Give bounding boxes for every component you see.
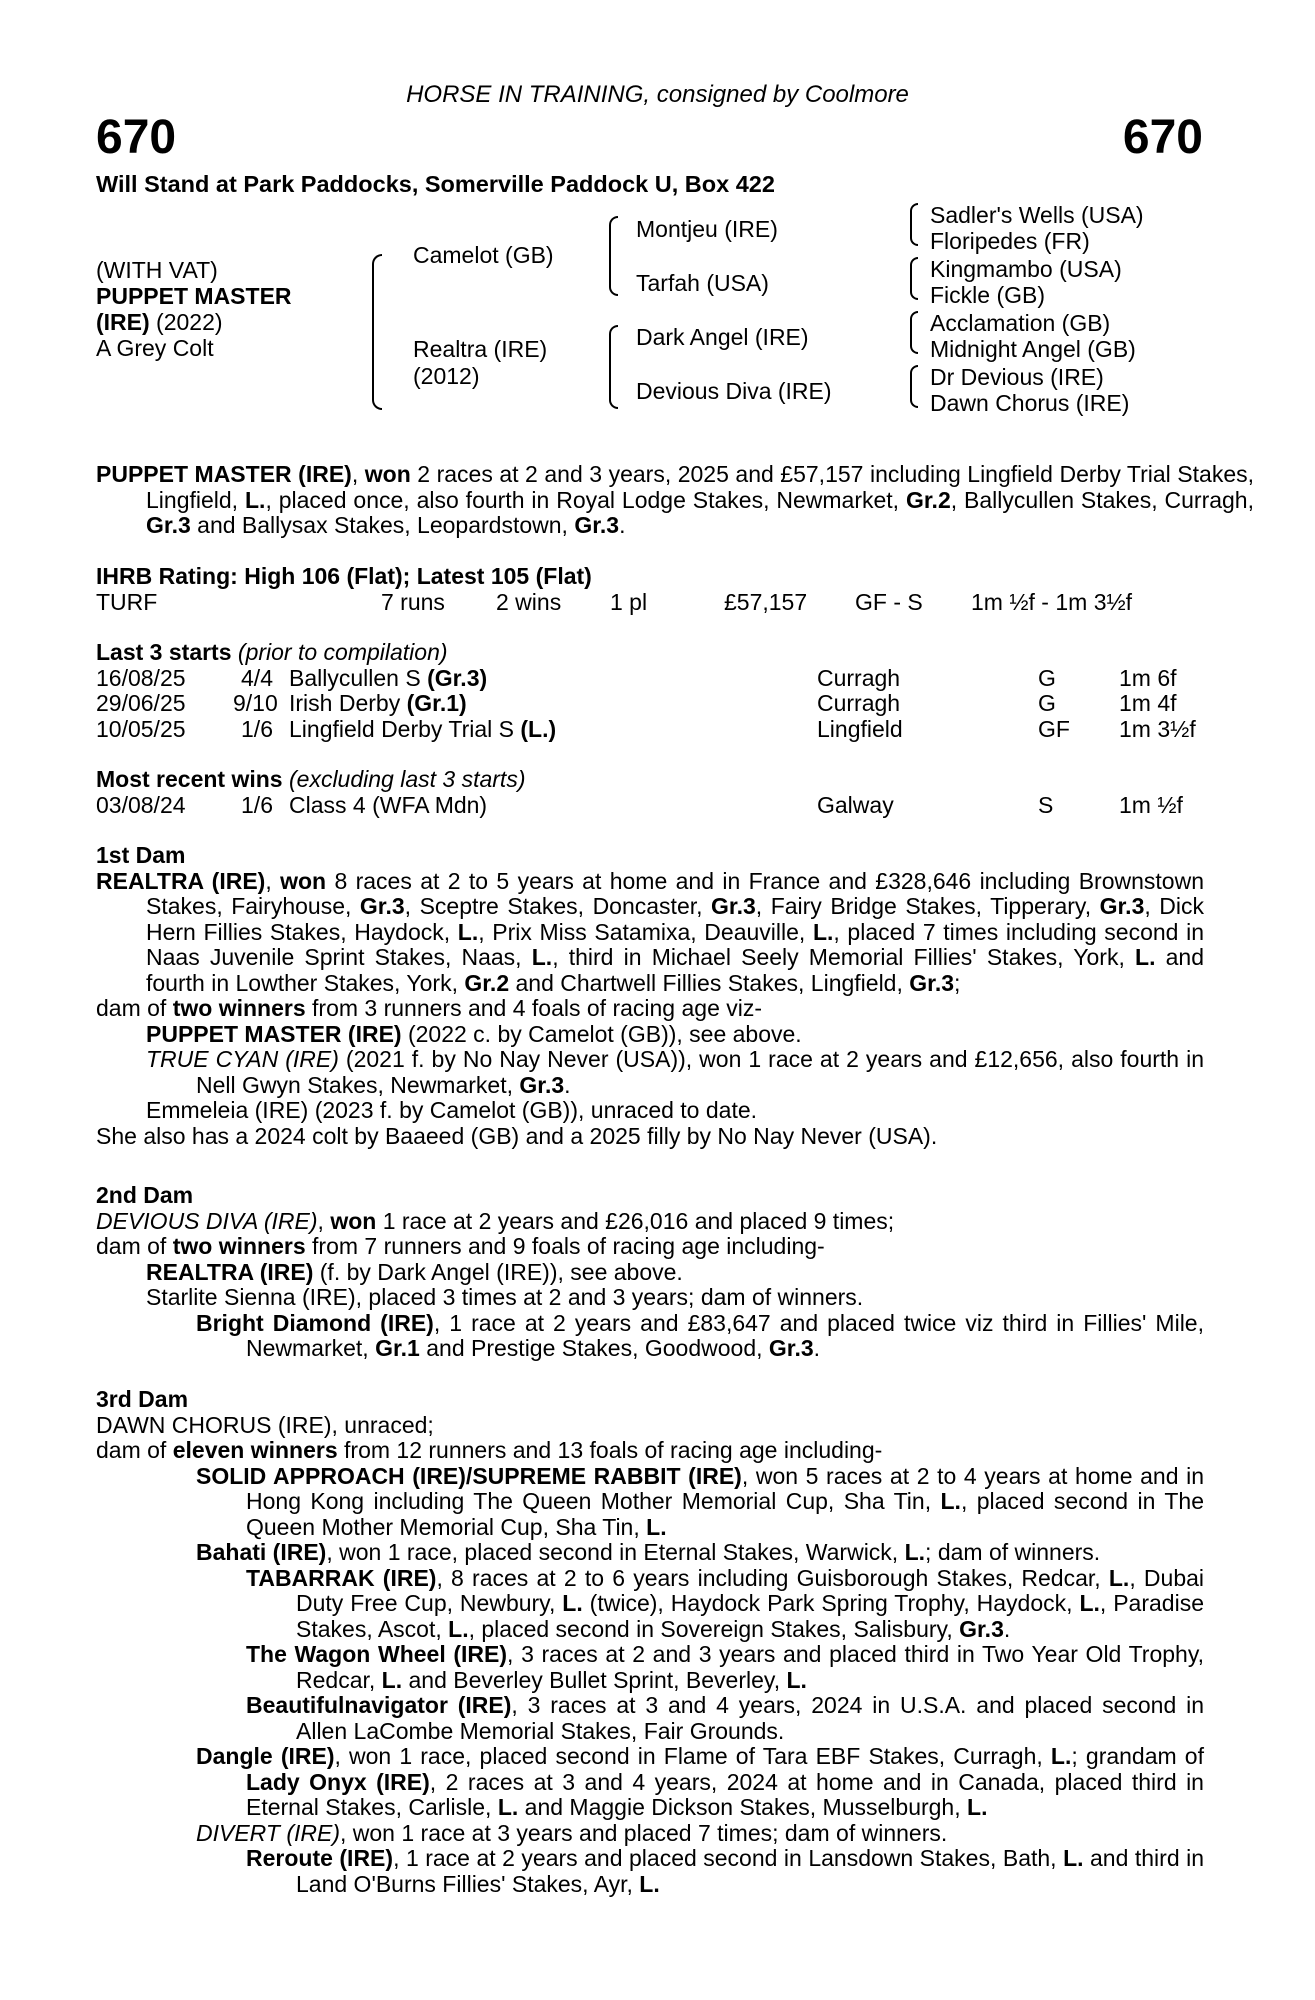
pedigree-g2: Floripedes (FR) <box>930 228 1090 254</box>
rating-section <box>96 564 1204 615</box>
pedigree-brace-g3 <box>910 311 918 354</box>
pedigree-sire-dam: Tarfah (USA) <box>636 270 769 296</box>
pedigree-brace-g2 <box>910 257 918 300</box>
last-starts-heading: Last 3 starts (prior to compilation) <box>96 639 448 665</box>
recent-wins-heading: Most recent wins (excluding last 3 starts) <box>96 766 526 792</box>
last-start-row: 16/08/25 4/4 Ballycullen S (Gr.3) Curragh G 1m 6f <box>96 664 1177 691</box>
first-dam-heading: 1st Dam <box>96 842 186 868</box>
pedigree-dam-sire: Dark Angel (IRE) <box>636 324 809 350</box>
recent-win-row: 03/08/24 1/6 Class 4 (WFA Mdn) Galway S 1m ½f <box>96 791 1183 818</box>
pedigree-dam: Realtra (IRE) <box>413 336 548 362</box>
pedigree-g8: Dawn Chorus (IRE) <box>930 390 1130 416</box>
produce-item: SOLID APPROACH (IRE)/SUPREME RABBIT (IRE), won 5 races at 2 to 4 years at home and in Hong Kong including The Queen Mother Memorial Cup, Sha Tin, L., placed second in The Queen Mother Memorial Cup, Sha Tin, L. <box>196 1462 1204 1540</box>
pedigree-g4: Fickle (GB) <box>930 282 1045 308</box>
lot-number-right: 670 <box>1122 111 1203 164</box>
third-dam-record: DAWN CHORUS (IRE), unraced; <box>96 1411 434 1438</box>
pedigree-sire: Camelot (GB) <box>413 242 554 268</box>
produce-item: Starlite Sienna (IRE), placed 3 times at 2 and 3 years; dam of winners. <box>146 1284 864 1310</box>
last-start-row: 29/06/25 9/10 Irish Derby (Gr.1) Curragh G 1m 4f <box>96 690 1177 716</box>
horse-name-suffix: (IRE) (2022) <box>96 309 223 335</box>
third-dam-section <box>96 1387 1204 1897</box>
recent-wins-section <box>96 767 1204 818</box>
produce-item: REALTRA (IRE) (f. by Dark Angel (IRE)), see above. <box>146 1258 683 1285</box>
rating-stats-row: TURF 7 runs 2 wins 1 pl £57,157 GF - S 1m ½f - 1m 3½f <box>96 588 1133 615</box>
horse-name: PUPPET MASTER <box>96 283 292 309</box>
consignment-heading: HORSE IN TRAINING, consigned by Coolmore <box>406 81 909 108</box>
pedigree-brace-g1 <box>910 203 918 246</box>
pedigree-g3: Kingmambo (USA) <box>930 256 1122 282</box>
vat-note: (WITH VAT) <box>96 257 218 283</box>
pedigree-dam-year: (2012) <box>413 363 480 389</box>
first-dam-also: She also has a 2024 colt by Baaeed (GB) and a 2025 filly by No Nay Never (USA). <box>96 1122 938 1149</box>
pedigree-g1: Sadler's Wells (USA) <box>930 202 1144 228</box>
pedigree-g7: Dr Devious (IRE) <box>930 364 1104 390</box>
pedigree-g6: Midnight Angel (GB) <box>930 336 1136 362</box>
first-dam-produce-summary: dam of two winners from 3 runners and 4 foals of racing age viz- <box>96 995 763 1021</box>
produce-item: Emmeleia (IRE) (2023 f. by Camelot (GB)), unraced to date. <box>146 1097 758 1123</box>
second-dam-produce-summary: dam of two winners from 7 runners and 9 foals of racing age including- <box>96 1233 825 1259</box>
horse-identity <box>96 257 292 361</box>
pedigree-brace-sire <box>609 216 618 296</box>
produce-item: DIVERT (IRE), won 1 race at 3 years and placed 7 times; dam of winners. <box>196 1819 948 1846</box>
pedigree-sire-sire: Montjeu (IRE) <box>636 216 778 242</box>
produce-item: Beautifulnavigator (IRE), 3 races at 3 and 4 years, 2024 in U.S.A. and placed second in Allen LaCombe Memorial Stakes, Fair Grounds. <box>246 1692 1204 1744</box>
pedigree-brace-main <box>372 254 382 410</box>
third-dam-heading: 3rd Dam <box>96 1386 189 1412</box>
produce-item: The Wagon Wheel (IRE), 3 races at 2 and 3 years and placed third in Two Year Old Trophy, Redcar, L. and Beverley Bullet Sprint, Beverley, L. <box>246 1641 1204 1693</box>
second-dam-heading: 2nd Dam <box>96 1182 194 1208</box>
second-dam-record: DEVIOUS DIVA (IRE), won 1 race at 2 years and £26,016 and placed 9 times; <box>96 1207 895 1234</box>
last-starts-section <box>96 640 1204 742</box>
produce-item: Bright Diamond (IRE), 1 race at 2 years and £83,647 and placed twice viz third in Fillies' Mile, Newmarket, Gr.1 and Prestige Stakes, Goodwood, Gr.3. <box>196 1309 1204 1361</box>
race-summary: PUPPET MASTER (IRE), won 2 races at 2 and 3 years, 2025 and £57,157 including Lingfield Derby Trial Stakes, Lingfield, L., placed once, also fourth in Royal Lodge Stakes, Newmarket, Gr.2, Ballycullen Stakes, Curragh, Gr.3 and Ballysax Stakes, Leopardstown, Gr.3. <box>96 461 1255 538</box>
produce-item: Reroute (IRE), 1 race at 2 years and placed second in Lansdown Stakes, Bath, L. and third in Land O'Burns Fillies' Stakes, Ayr, L. <box>246 1845 1205 1897</box>
third-dam-produce-summary: dam of eleven winners from 12 runners and 13 foals of racing age including- <box>96 1437 883 1463</box>
first-dam-record: REALTRA (IRE), won 8 races at 2 to 5 years at home and in France and £328,646 including Brownstown Stakes, Fairyhouse, Gr.3, Sceptre Stakes, Doncaster, Gr.3, Fairy Bridge Stakes, Tipperary, Gr.3, Dick Hern Fillies Stakes, Haydock, L., Prix Miss Satamixa, Deauville, L., placed 7 times including second in Naas Juvenile Sprint Stakes, Naas, L., third in Michael Seely Memorial Fillies' Stakes, York, L. and fourth in Lowther Stakes, York, Gr.2 and Chartwell Fillies Stakes, Lingfield, Gr.3; <box>96 867 1204 996</box>
pedigree-brace-dam <box>609 325 618 409</box>
first-dam-section <box>96 843 1204 1149</box>
pedigree-dam-dam: Devious Diva (IRE) <box>636 378 832 404</box>
last-start-row: 10/05/25 1/6 Lingfield Derby Trial S (L.) Lingfield GF 1m 3½f <box>96 715 1196 742</box>
lot-number-left: 670 <box>96 111 177 164</box>
horse-description: A Grey Colt <box>96 335 214 361</box>
pedigree-g5: Acclamation (GB) <box>930 310 1111 336</box>
rating-heading: IHRB Rating: High 106 (Flat); Latest 105 (Flat) <box>96 563 592 589</box>
produce-item: TRUE CYAN (IRE) (2021 f. by No Nay Never (USA)), won 1 race at 2 years and £12,656, also fourth in Nell Gwyn Stakes, Newmarket, Gr.3. <box>146 1046 1204 1098</box>
produce-item: Dangle (IRE), won 1 race, placed second in Flame of Tara EBF Stakes, Curragh, L.; grandam of Lady Onyx (IRE), 2 races at 3 and 4 years, 2024 at home and in Canada, placed third in Eternal Stakes, Carlisle, L. and Maggie Dickson Stakes, Musselburgh, L. <box>196 1743 1204 1820</box>
pedigree-brace-g4 <box>910 365 918 408</box>
produce-item: Bahati (IRE), won 1 race, placed second in Eternal Stakes, Warwick, L.; dam of winners. <box>196 1539 1101 1565</box>
second-dam-section <box>96 1183 1204 1362</box>
stabling-info: Will Stand at Park Paddocks, Somerville Paddock U, Box 422 <box>96 171 775 197</box>
produce-item: PUPPET MASTER (IRE) (2022 c. by Camelot (GB)), see above. <box>146 1020 802 1047</box>
produce-item: TABARRAK (IRE), 8 races at 2 to 6 years including Guisborough Stakes, Redcar, L., Dubai Duty Free Cup, Newbury, L. (twice), Haydock Park Spring Trophy, Haydock, L., Paradise Stakes, Ascot, L., placed second in Sovereign Stakes, Salisbury, Gr.3. <box>246 1564 1205 1642</box>
